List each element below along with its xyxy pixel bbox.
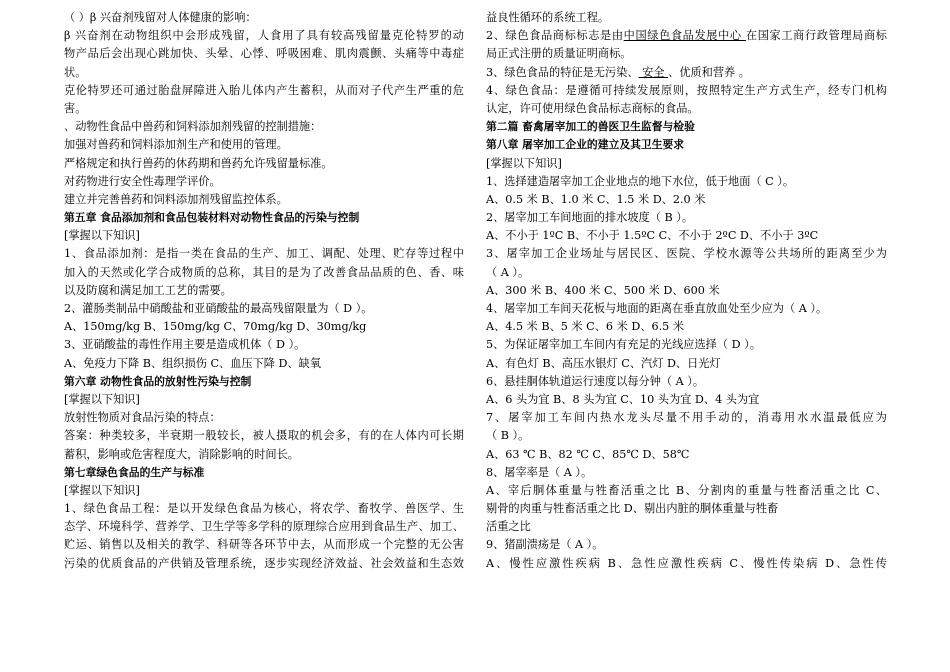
underlined-answer: 中国绿色食品发展中心 (623, 29, 746, 43)
text-line: 污染的优质食品的产供销及管理系统，逐步实现经济效益、社会效益和生态效 (64, 556, 464, 570)
text-line: 3、亚硝酸盐的毒性作用主要是造成机体（ D ）。 (64, 338, 306, 352)
text-line (486, 64, 887, 82)
underlined-answer: 安全 (638, 65, 669, 79)
text-line: 3、屠宰加工企业场址与居民区、医院、学校水源等公共场所的距离至少为 (486, 247, 887, 261)
text-line: 剔骨的肉重与牲畜活重之比 D、剔出内脏的胴体重量与牲畜 (486, 502, 779, 516)
section-heading: 第二篇 畜禽屠宰加工的兽医卫生监督与检验 (486, 120, 695, 134)
text-line: （ ）β 兴奋剂残留对人体健康的影响： (64, 11, 257, 24)
text-line: （ A ）。 (486, 265, 530, 279)
section-heading: 第六章 动物性食品的放射性污染与控制 (64, 374, 252, 388)
text-line: 加强对兽药和饲料添加剂生产和使用的管理。 (64, 138, 288, 152)
text-line: 1、食品添加剂：是指一类在食品的生产、加工、调配、处理、贮存等过程中 (64, 247, 464, 261)
text-fragment: 在国家工商行政管理局商标 (745, 29, 887, 43)
text-line: 8、屠宰率是（ A ）。 (486, 465, 593, 479)
text-line: 物产品后会出现心跳加快、头晕、心悸、呼吸困难、肌肉震颤、头痛等中毒症 (64, 47, 464, 61)
text-line: 蓄积，影响或危害程度大，消除影响的时间长。 (64, 447, 299, 461)
text-line: 9、猪副溃疡是（ A ）。 (486, 538, 604, 552)
text-line: 以及防腐和满足加工工艺的需要。 (64, 283, 232, 297)
text-line: 1、绿色食品工程：是以开发绿色食品为核心，将农学、畜牧学、兽医学、生 (64, 502, 464, 516)
text-fragment: 、优质和营养 。 (668, 65, 750, 79)
text-line: 放射性物质对食品污染的特点： (64, 411, 221, 425)
text-line: 答案：种类较多，半衰期一般较长，被人摄取的机会多，有的在人体内可长期 (64, 429, 464, 443)
section-heading: 第五章 食品添加剂和食品包装材料对动物性食品的污染与控制 (64, 211, 360, 225)
text-line: 、动物性食品中兽药和饲料添加剂残留的控制措施： (64, 120, 322, 134)
text-line: [掌握以下知识] (64, 483, 140, 497)
text-line: 认定，许可使用绿色食品标志商标的食品。 (486, 101, 699, 115)
text-line: A、不小于 1ºC B、不小于 1.5ºC C、不小于 2ºC D、不小于 3ºC (486, 229, 819, 243)
section-heading: 第八章 屠宰加工企业的建立及其卫生要求 (486, 138, 685, 152)
text-line: 7、屠宰加工车间内热水龙头尽量不用手动的，消毒用水水温最低应为 (486, 411, 887, 425)
text-line: 6、悬挂胴体轨道运行速度以每分钟（ A ）。 (486, 374, 705, 388)
text-line: 态学、环境科学、营养学、卫生学等多学科的原理综合应用到食品生产、加工、 (64, 520, 464, 534)
text-line: A、150mg/kg B、150mg/kg C、70mg/kg D、30mg/kg (64, 320, 367, 334)
text-line: A、4.5 米 B、5 米 C、6 米 D、6.5 米 (486, 320, 685, 334)
text-line: 2、屠宰加工车间地面的排水坡度（ B ）。 (486, 211, 694, 225)
text-line: A、宰后胴体重量与牲畜活重之比 B、分割肉的重量与牲畜活重之比 C、 (486, 483, 887, 497)
text-line: A、慢性应激性疾病 B、急性应激性疾病 C、慢性传染病 D、急性传 (486, 556, 887, 570)
text-line: β 兴奋剂在动物组织中会形成残留，人食用了具有较高残留量克伦特罗的动 (64, 29, 464, 43)
text-line: A、0.5 米 B、1.0 米 C、1.5 米 D、2.0 米 (486, 192, 706, 206)
text-line: 加入的天然或化学合成物质的总称，其目的是为了改善食品品质的色、香、味 (64, 265, 464, 279)
text-line: 严格规定和执行兽药的休药期和兽药允许残留量标准。 (64, 156, 333, 170)
text-line: 活重之比 (486, 520, 531, 534)
text-line: 建立并完善兽药和饲料添加剂残留监控体系。 (64, 192, 288, 206)
text-line: （ B ）。 (486, 429, 530, 443)
text-line: A、有色灯 B、高压水银灯 C、汽灯 D、日光灯 (486, 356, 721, 370)
text-line: [掌握以下知识] (486, 156, 562, 170)
text-line: A、63 ℃ B、82 ℃ C、85℃ D、58℃ (486, 447, 690, 461)
text-line: 克伦特罗还可通过胎盘屏障进入胎儿体内产生蓄积，从而对子代产生严重的危 (64, 83, 464, 97)
text-line: [掌握以下知识] (64, 229, 140, 243)
text-line: A、300 米 B、400 米 C、500 米 D、600 米 (486, 283, 720, 297)
left-column (64, 9, 464, 573)
text-line: 1、选择建造屠宰加工企业地点的地下水位，低于地面（ C ）。 (486, 174, 795, 188)
right-column (486, 9, 887, 573)
text-line: 4、绿色食品：是遵循可持续发展原则，按照特定生产方式生产，经专门机构 (486, 83, 887, 97)
text-line: 贮运、销售以及相关的教学、科研等各环节中去，从而形成一个完整的无公害 (64, 538, 464, 552)
text-line (486, 27, 887, 45)
text-line: 害。 (64, 101, 87, 115)
text-line: 局正式注册的质量证明商标。 (486, 47, 632, 61)
text-line: A、免疫力下降 B、组织损伤 C、血压下降 D、缺氧 (64, 356, 322, 370)
text-line: 2、灌肠类制品中硝酸盐和亚硝酸盐的最高残留限量为（ D ）。 (64, 302, 373, 315)
text-line: 对药物进行安全性毒理学评价。 (64, 174, 221, 188)
text-line: 4、屠宰加工车间天花板与地面的距离在垂直放血处至少应为（ A ）。 (486, 302, 828, 315)
section-heading: 第七章绿色食品的生产与标准 (64, 465, 205, 479)
text-line: A、6 头为宜 B、8 头为宜 C、10 头为宜 D、4 头为宜 (486, 392, 760, 406)
text-fragment: 3、绿色食品的特征是无污染、 (486, 65, 639, 79)
text-line: 状。 (64, 65, 87, 79)
text-line: 5、为保证屠宰加工车间内有充足的光线应选择（ D ）。 (486, 338, 761, 352)
text-fragment: 2、绿色食品商标标志是由 (486, 29, 624, 43)
text-line: [掌握以下知识] (64, 392, 140, 406)
text-line: 益良性循环的系统工程。 (486, 11, 610, 24)
